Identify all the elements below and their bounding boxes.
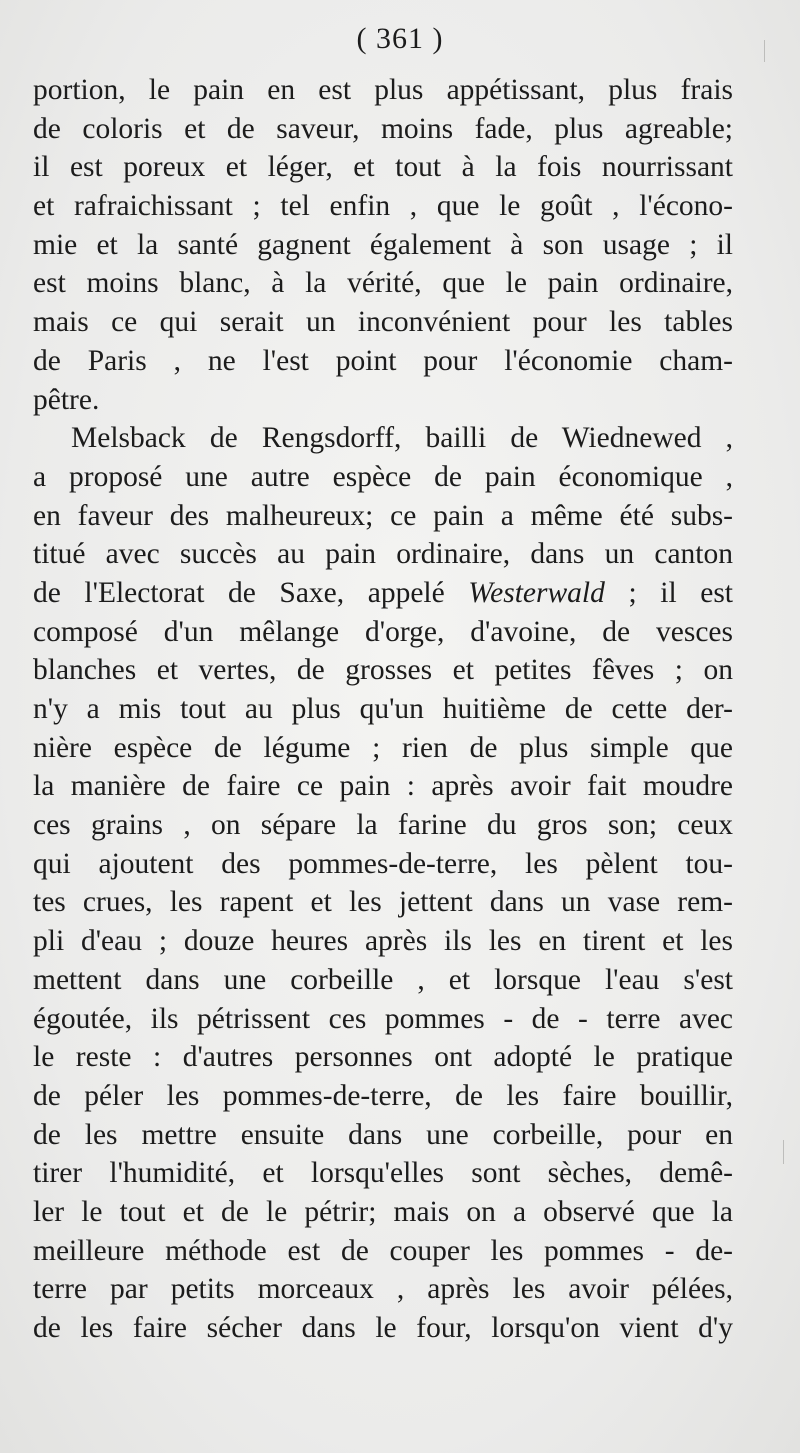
text-line: de les faire sécher dans le four, lorsqu'on vient d'y (33, 1312, 733, 1344)
text-line: terre par petits morceaux , après les avoir pélées, (33, 1273, 733, 1306)
text-line: ces grains , on sépare la farine du gros son; ceux (33, 809, 733, 842)
text-line: il est poreux et léger, et tout à la fois nourrissant (33, 151, 733, 184)
margin-mark (783, 1140, 784, 1164)
text-line: tirer l'humidité, et lorsqu'elles sont sèches, demê- (33, 1157, 733, 1190)
text-line: la manière de faire ce pain : après avoir fait moudre (33, 770, 733, 803)
text-line: en faveur des malheureux; ce pain a même été subs- (33, 499, 733, 532)
text-line: meilleure méthode est de couper les pommes - de- (33, 1234, 733, 1267)
text-line: blanches et vertes, de grosses et petites fêves ; on (33, 654, 733, 687)
text-line: mais ce qui serait un inconvénient pour les tables (33, 306, 733, 339)
text-line: ler le tout et de le pétrir; mais on a observé que la (33, 1195, 733, 1228)
margin-mark (764, 40, 765, 62)
text-line: et rafraichissant ; tel enfin , que le goût , l'écono- (33, 190, 733, 223)
text-line: égoutée, ils pétrissent ces pommes - de - terre avec (33, 1002, 733, 1035)
text-line: mie et la santé gagnent également à son usage ; il (33, 228, 733, 261)
text-line: portion, le pain en est plus appétissant, plus frais (33, 74, 733, 106)
paragraph (33, 419, 733, 1348)
text-line: de péler les pommes-de-terre, de les faire bouillir, (33, 1079, 733, 1112)
text-line: n'y a mis tout au plus qu'un huitième de cette der- (33, 693, 733, 725)
text-line: tes crues, les rapent et les jettent dans un vase rem- (33, 886, 733, 919)
text-line: de coloris et de saveur, moins fade, plus agreable; (33, 112, 733, 145)
text-line: de les mettre ensuite dans une corbeille, pour en (33, 1118, 733, 1151)
text-line: a proposé une autre espèce de pain économique , (33, 460, 733, 493)
text-line: mettent dans une corbeille , et lorsque l'eau s'est (33, 963, 733, 996)
text-line: titué avec succès au pain ordinaire, dans un canton (33, 538, 733, 571)
text-line: nière espèce de légume ; rien de plus simple que (33, 731, 733, 764)
place-name: Westerwald (468, 576, 605, 609)
text-line: composé d'un mêlange d'orge, d'avoine, de vesces (33, 615, 733, 648)
paragraph (33, 71, 733, 419)
text-line: qui ajoutent des pommes-de-terre, les pèlent tou- (33, 847, 733, 880)
page-number: ( 361 ) (356, 22, 444, 55)
text-line: est moins blanc, à la vérité, que le pain ordinaire, (33, 267, 733, 300)
text-line: pli d'eau ; douze heures après ils les en tirent et les (33, 925, 733, 958)
text-line: de Paris , ne l'est point pour l'économie cham- (33, 344, 733, 377)
text-line: pêtre. (33, 383, 100, 416)
text-line: de l'Electorat de Saxe, appelé Westerwald ; il est (33, 576, 734, 609)
text-line: Melsback de Rengsdorff, bailli de Wiednewed , (71, 422, 733, 455)
body-text (33, 71, 733, 1348)
text-line: le reste : d'autres personnes ont adopté le pratique (33, 1041, 733, 1074)
